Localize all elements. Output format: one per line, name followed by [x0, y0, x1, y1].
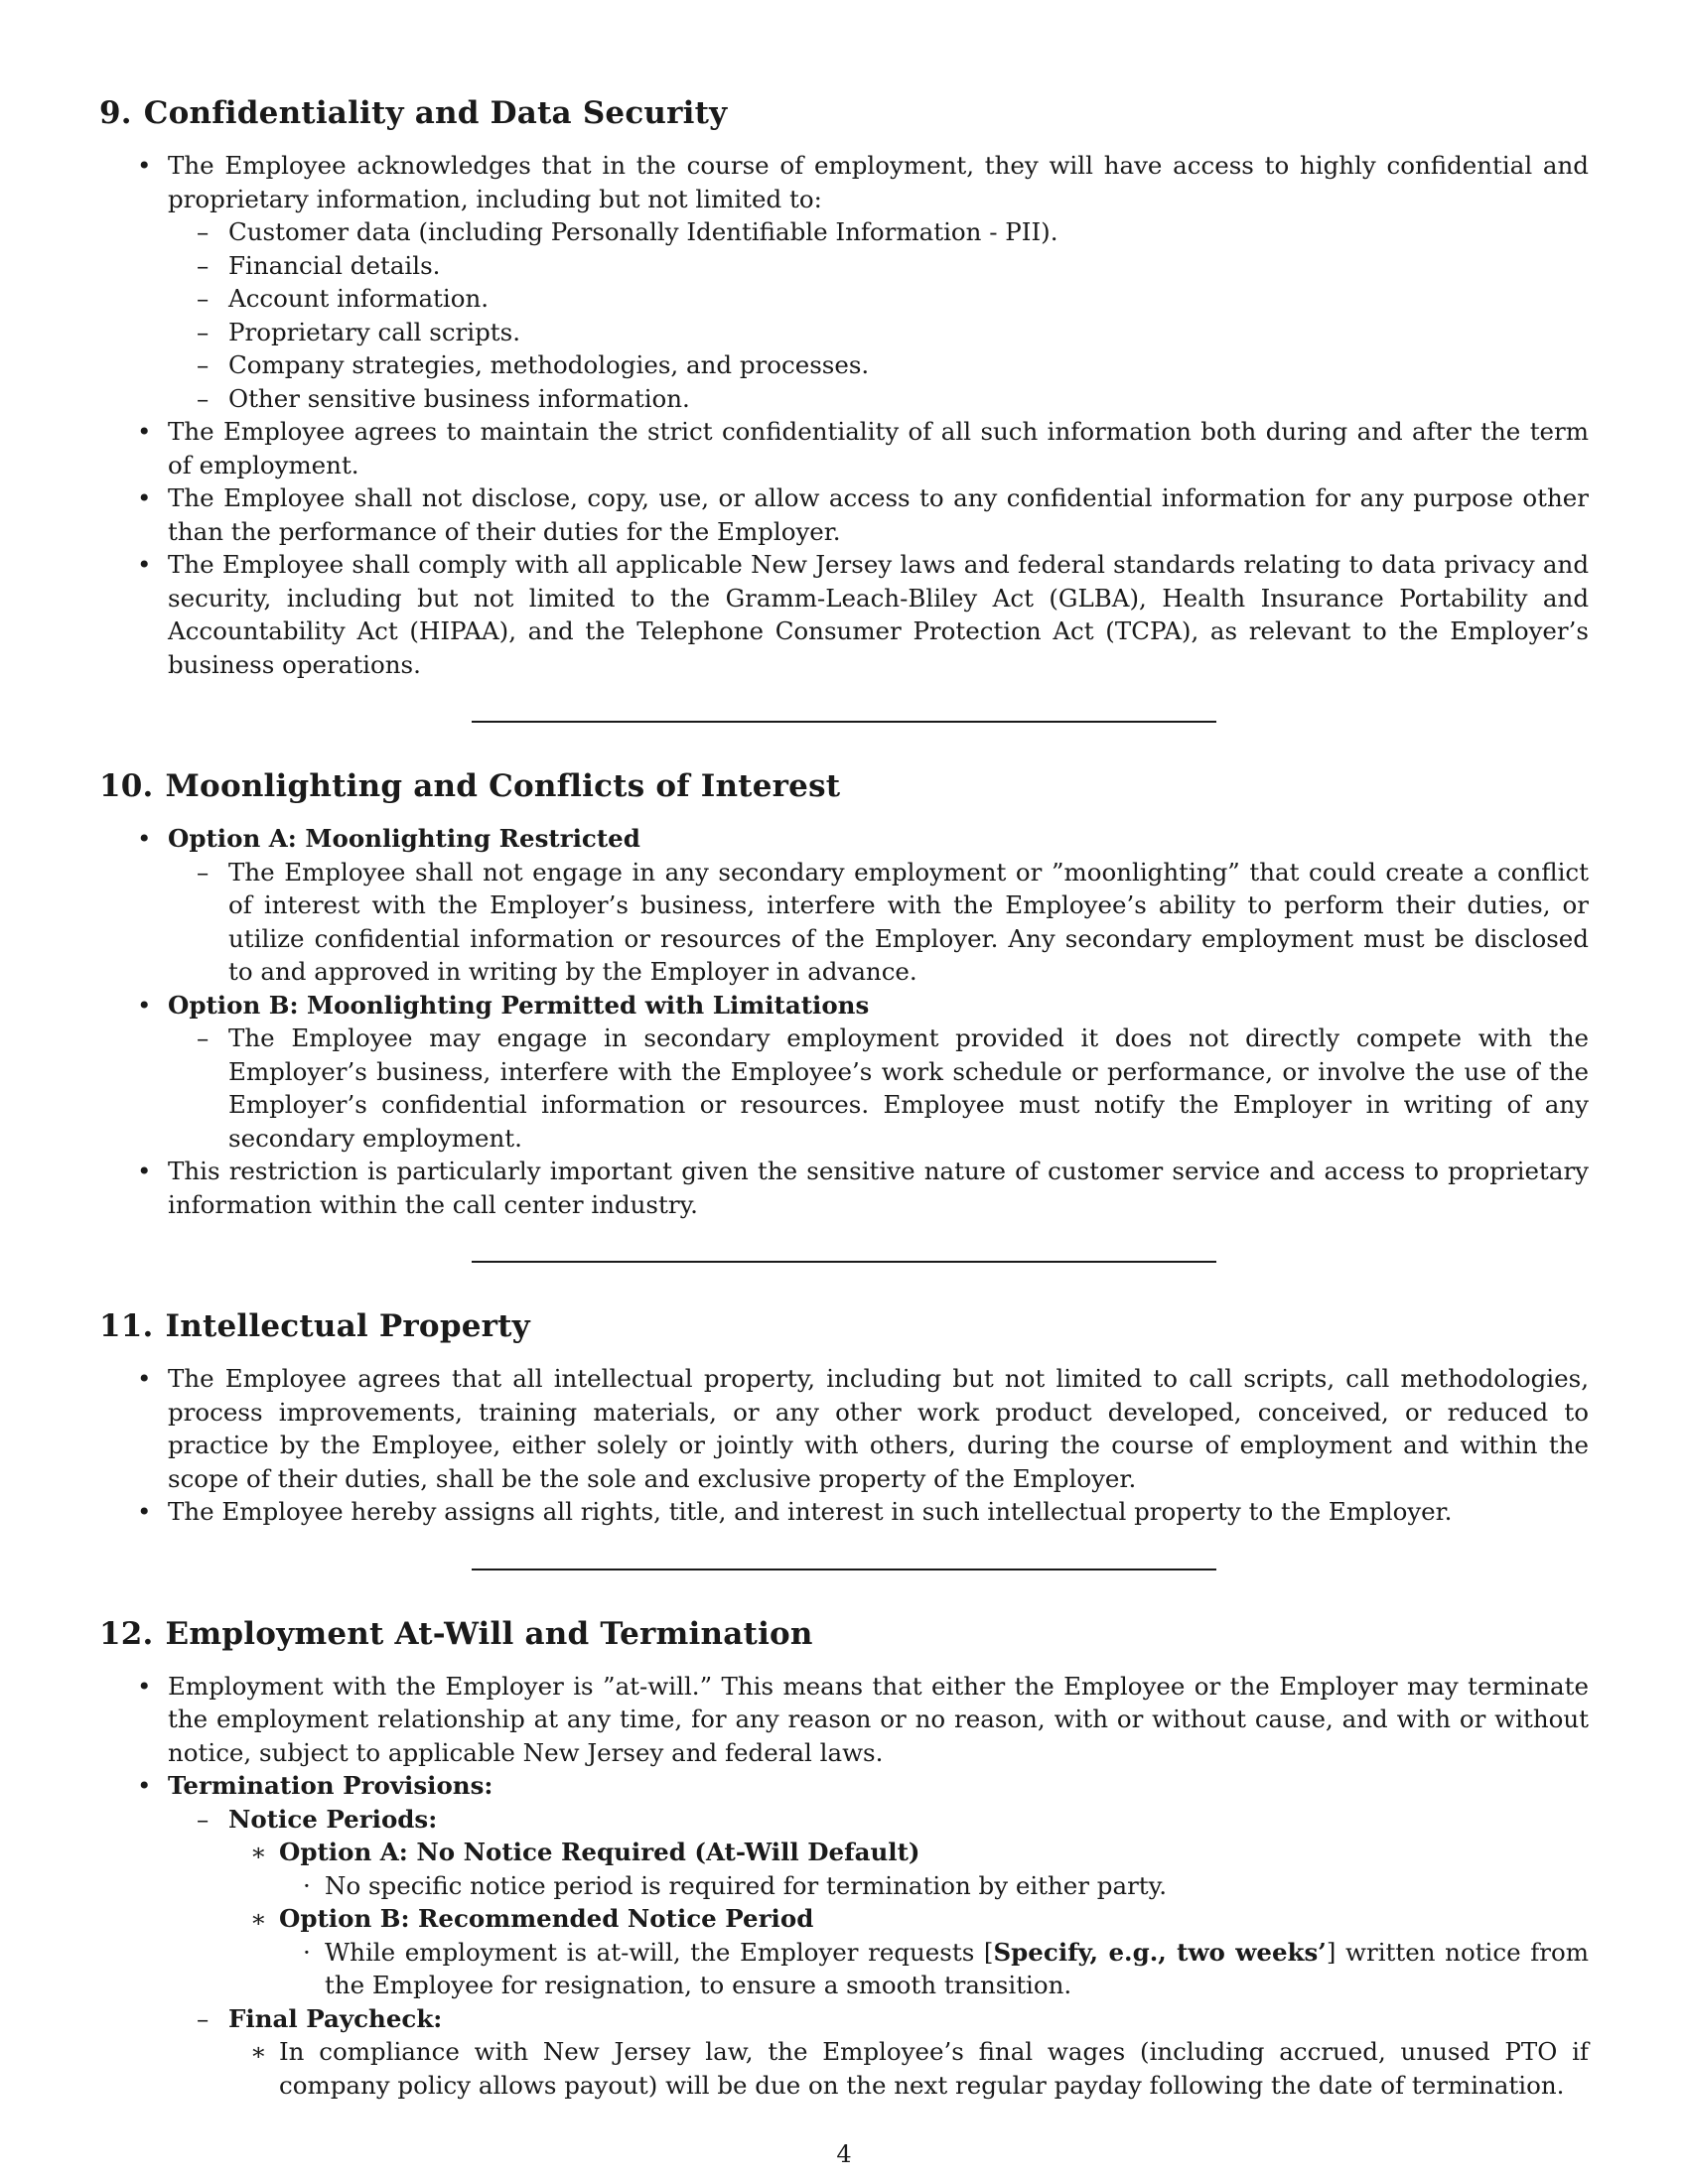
section-number: 9. [99, 95, 132, 131]
detail-list [279, 1936, 1589, 2002]
section-divider [472, 1569, 1216, 1570]
section-divider [472, 1261, 1216, 1263]
sub-list [168, 215, 1589, 415]
list-item [99, 822, 1589, 989]
option-a-label: Option A: Moonlighting Restricted [168, 824, 640, 853]
section-11 [99, 1308, 1589, 1529]
sub-list-item: – Customer data (including Personally Identifiable Information - PII). [168, 215, 1589, 249]
section-12-list [99, 1670, 1589, 2103]
sub-list-item: – Financial details. [168, 249, 1589, 283]
section-9 [99, 95, 1589, 681]
list-item-text: The Employee acknowledges that in the course of employment, they will have access to highly confidential and proprietary information, including but not limited to: [168, 151, 1589, 213]
list-item [99, 149, 1589, 415]
notice-option-a-label: Option A: No Notice Required (At-Will Default) [279, 1838, 920, 1866]
sub-list-item: – Account information. [168, 282, 1589, 316]
section-number: 11. [99, 1308, 154, 1344]
sub-sub-list-item [228, 1902, 1589, 2002]
sub-sub-list-item: ∗ In compliance with New Jersey law, the Employee’s final wages (including accrued, unused PTO if company policy allows payout) will be due on the next regular payday following the date of termination. [228, 2035, 1589, 2102]
section-11-list [99, 1362, 1589, 1529]
notice-periods-label: Notice Periods: [228, 1804, 438, 1834]
section-heading [99, 95, 1589, 131]
section-10-list [99, 822, 1589, 1221]
list-item: • The Employee shall not disclose, copy, use, or allow access to any confidential information for any purpose other than the performance of their duties for the Employer. [99, 481, 1589, 548]
sub-sub-list-item [228, 1836, 1589, 1902]
final-paycheck-label: Final Paycheck: [228, 2003, 443, 2033]
sub-list-item: – Other sensitive business information. [168, 382, 1589, 416]
section-heading [99, 768, 1589, 804]
sub-list [168, 1803, 1589, 2103]
option-b-label: Option B: Moonlighting Permitted with Limitations [168, 990, 870, 1020]
section-number: 10. [99, 768, 154, 804]
sub-list [168, 856, 1589, 989]
section-heading [99, 1308, 1589, 1344]
sub-sub-list [228, 1836, 1589, 2002]
section-number: 12. [99, 1615, 154, 1652]
sub-list-item: – The Employee shall not engage in any secondary employment or ”moonlighting” that could create a conflict of interest with the Employer’s business, interfere with the Employee’s ability to perform their duties, or utilize confidential information or resources of the Employer. Any secondary employment must be disclosed to and approved in writing by the Employer in advance. [168, 856, 1589, 989]
list-item: • Employment with the Employer is ”at-will.” This means that either the Employee or the Employer may terminate the employment relationship at any time, for any reason or no reason, with or without cause, and with or without notice, subject to applicable New Jersey and federal laws. [99, 1670, 1589, 1770]
detail-item: · No specific notice period is required for termination by either party. [279, 1869, 1589, 1903]
list-item: • The Employee agrees to maintain the strict confidentiality of all such information both during and after the term of employment. [99, 415, 1589, 481]
sub-list-item [168, 1803, 1589, 2002]
detail-text: ] written notice from the Employee for resignation, to ensure a smooth transition. [325, 1937, 1589, 1999]
section-12 [99, 1616, 1589, 2103]
termination-provisions-label: Termination Provisions: [168, 1771, 493, 1800]
sub-list-item: – Proprietary call scripts. [168, 316, 1589, 349]
document-page [99, 95, 1589, 2102]
list-item: • The Employee hereby assigns all rights, title, and interest in such intellectual property to the Employer. [99, 1495, 1589, 1529]
detail-list [279, 1869, 1589, 1903]
detail-text: While employment is at-will, the Employer requests [ [325, 1937, 994, 1967]
sub-sub-list [228, 2035, 1589, 2102]
section-9-list [99, 149, 1589, 681]
page-number: 4 [836, 2140, 852, 2168]
sub-list-item: – The Employee may engage in secondary employment provided it does not directly compete with the Employer’s business, interfere with the Employee’s work schedule or performance, or involve the use of the Employer’s confidential information or resources. Employee must notify the Employer in writing of any secondary employment. [168, 1022, 1589, 1155]
notice-option-b-label: Option B: Recommended Notice Period [279, 1904, 814, 1933]
fill-in-placeholder: Specify, e.g., two weeks’ [993, 1937, 1327, 1967]
section-title: Confidentiality and Data Security [143, 95, 728, 131]
list-item [99, 1769, 1589, 2102]
list-item [99, 989, 1589, 1156]
section-title: Moonlighting and Conflicts of Interest [165, 768, 841, 804]
detail-item [279, 1936, 1589, 2002]
section-divider [472, 721, 1216, 723]
sub-list [168, 1022, 1589, 1155]
sub-list-item [168, 2002, 1589, 2103]
section-title: Intellectual Property [165, 1308, 530, 1344]
list-item: • This restriction is particularly important given the sensitive nature of customer service and access to proprietary information within the call center industry. [99, 1155, 1589, 1221]
sub-list-item: – Company strategies, methodologies, and processes. [168, 348, 1589, 382]
section-heading [99, 1616, 1589, 1652]
section-10 [99, 768, 1589, 1221]
section-title: Employment At-Will and Termination [165, 1615, 813, 1652]
list-item: • The Employee agrees that all intellectual property, including but not limited to call scripts, call methodologies, process improvements, training materials, or any other work product developed, conceived, or reduced to practice by the Employee, either solely or jointly with others, during the course of employment and within the scope of their duties, shall be the sole and exclusive property of the Employer. [99, 1362, 1589, 1495]
list-item: • The Employee shall comply with all applicable New Jersey laws and federal standards relating to data privacy and security, including but not limited to the Gramm-Leach-Bliley Act (GLBA), Health Insurance Portability and Accountability Act (HIPAA), and the Telephone Consumer Protection Act (TCPA), as relevant to the Employer’s business operations. [99, 548, 1589, 681]
